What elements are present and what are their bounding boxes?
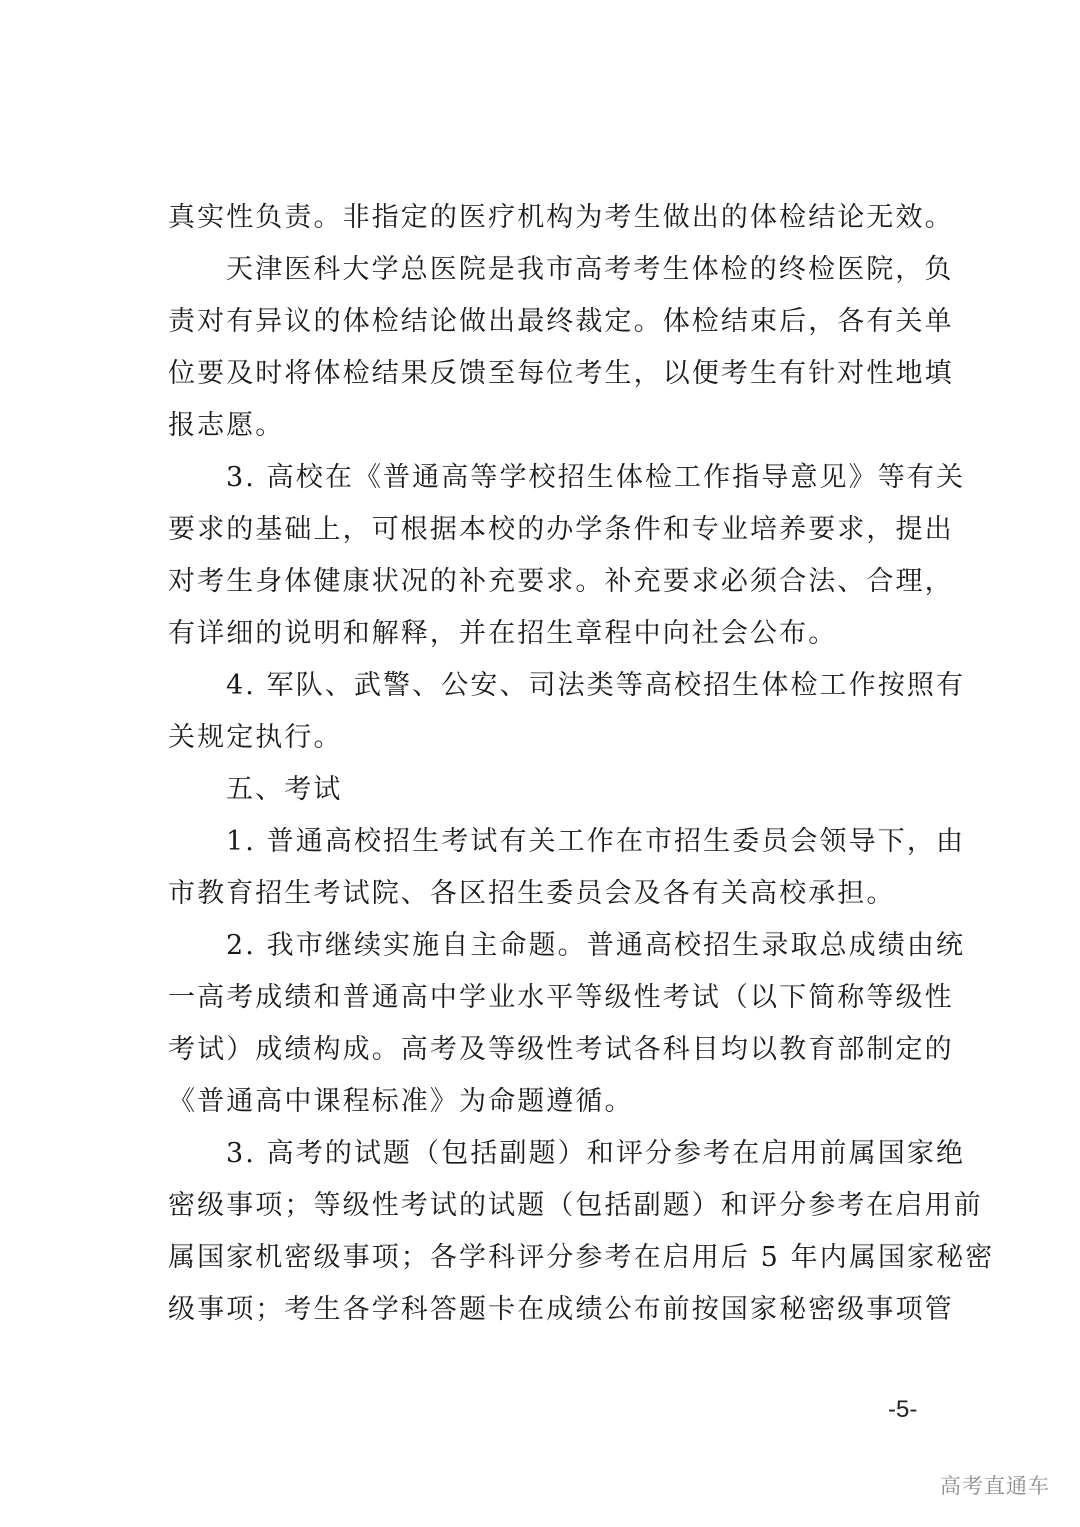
- text-line: 考试）成绩构成。高考及等级性考试各科目均以教育部制定的: [168, 1034, 954, 1065]
- paragraph-start-line: 天津医科大学总医院是我市高考考生体检的终检医院，负: [226, 254, 954, 285]
- text-line: 对考生身体健康状况的补充要求。补充要求必须合法、合理，: [168, 566, 954, 597]
- watermark-label: 高考直通车: [940, 1474, 1050, 1498]
- section-heading-exam: 五、考试: [226, 774, 343, 805]
- text-line: 关规定执行。: [168, 722, 343, 753]
- text-line: 属国家机密级事项；各学科评分参考在启用后 5 年内属国家秘密: [168, 1242, 995, 1273]
- document-body: [168, 192, 995, 1336]
- list-item-1-start: 1. 普通高校招生考试有关工作在市招生委员会领导下，由: [226, 826, 966, 857]
- text-line: 《普通高中课程标准》为命题遵循。: [168, 1086, 634, 1117]
- list-item-4-start: 4. 军队、武警、公安、司法类等高校招生体检工作按照有: [226, 670, 966, 701]
- list-item-2-start: 2. 我市继续实施自主命题。普通高校招生录取总成绩由统: [226, 930, 966, 961]
- text-line: 真实性负责。非指定的医疗机构为考生做出的体检结论无效。: [168, 202, 954, 233]
- text-line: 级事项；考生各学科答题卡在成绩公布前按国家秘密级事项管: [168, 1294, 954, 1325]
- text-line: 位要及时将体检结果反馈至每位考生，以便考生有针对性地填: [168, 358, 954, 389]
- text-line: 要求的基础上，可根据本校的办学条件和专业培养要求，提出: [168, 514, 954, 545]
- text-line: 一高考成绩和普通高中学业水平等级性考试（以下简称等级性: [168, 982, 954, 1013]
- text-line: 市教育招生考试院、各区招生委员会及各有关高校承担。: [168, 878, 896, 909]
- text-line: 有详细的说明和解释，并在招生章程中向社会公布。: [168, 618, 838, 649]
- list-item-3-start: 3. 高考的试题（包括副题）和评分参考在启用前属国家绝: [226, 1138, 966, 1169]
- text-line: 责对有异议的体检结论做出最终裁定。体检结束后，各有关单: [168, 306, 954, 337]
- list-item-3-start: 3. 高校在《普通高等学校招生体检工作指导意见》等有关: [226, 462, 966, 493]
- page-number: -5-: [888, 1396, 918, 1423]
- text-line: 密级事项；等级性考试的试题（包括副题）和评分参考在启用前: [168, 1190, 983, 1221]
- text-line: 报志愿。: [168, 410, 285, 441]
